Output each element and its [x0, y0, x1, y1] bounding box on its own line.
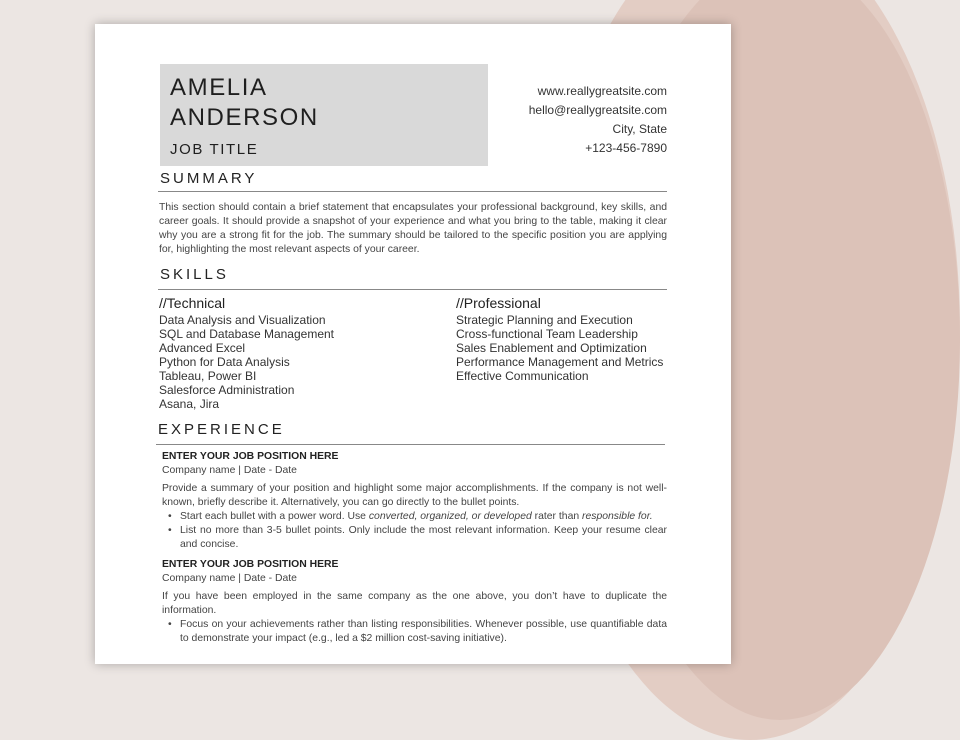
- name-block: [160, 64, 488, 166]
- job-meta: Company name | Date - Date: [162, 465, 297, 476]
- professional-skills: [456, 295, 663, 383]
- resume-page: [95, 24, 731, 664]
- contact-block: [529, 82, 667, 158]
- experience-entry: [162, 450, 667, 552]
- job-description: Provide a summary of your position and highlight some major accomplishments. If the company is not well-known, briefly describe it. Alternatively, you can go directly to the bullet points.: [162, 483, 667, 508]
- job-position: ENTER YOUR JOB POSITION HERE: [162, 559, 339, 570]
- summary-text: This section should contain a brief statement that encapsulates your professional background, key skills, and career goals. It should provide a snapshot of your experience and what you bring to the table, making it clear why you are a strong fit for the job. The summary should be tailored to the specific position you are applying for, highlighting the most relevant aspects of your career.: [159, 202, 667, 255]
- job-bullets: [162, 618, 667, 646]
- contact-phone: +123-456-7890: [585, 141, 667, 155]
- skills-heading: SKILLS: [160, 266, 229, 283]
- skill-item: SQL and Database Management: [159, 327, 335, 341]
- professional-skills-heading: //Professional: [456, 295, 541, 311]
- job-meta: Company name | Date - Date: [162, 573, 297, 584]
- experience-divider: [156, 444, 665, 445]
- job-bullet: • Focus on your achievements rather than listing responsibilities. Whenever possible, use quantifiable data to demonstrate your impact (e.g., led a $2 million cost-saving initiative).: [162, 618, 667, 646]
- skill-item: Cross-functional Team Leadership: [456, 327, 638, 341]
- job-bullet: • Start each bullet with a power word. Use converted, organized, or developed rater than responsible for.: [162, 510, 667, 524]
- contact-location: City, State: [612, 122, 667, 136]
- skill-item: Effective Communication: [456, 369, 589, 383]
- job-bullet: • List no more than 3-5 bullet points. Only include the most relevant information. Keep your resume clear and concise.: [162, 524, 667, 552]
- experience-entry: [162, 558, 667, 646]
- job-position: ENTER YOUR JOB POSITION HERE: [162, 451, 339, 462]
- first-name: AMELIA: [170, 74, 268, 101]
- contact-email: hello@reallygreatsite.com: [528, 103, 667, 117]
- skill-item: Sales Enablement and Optimization: [456, 341, 647, 355]
- summary-heading: SUMMARY: [160, 170, 258, 187]
- skill-item: Data Analysis and Visualization: [159, 313, 326, 327]
- technical-skills: [159, 295, 334, 411]
- job-bullets: [162, 510, 667, 552]
- skill-item: Salesforce Administration: [159, 383, 295, 397]
- skill-item: Performance Management and Metrics: [456, 355, 664, 369]
- contact-website: www.reallygreatsite.com: [537, 84, 667, 98]
- summary-divider: [158, 191, 667, 192]
- skill-item: Tableau, Power BI: [159, 369, 257, 383]
- skill-item: Strategic Planning and Execution: [456, 313, 633, 327]
- skills-divider: [158, 289, 667, 290]
- job-title: JOB TITLE: [170, 141, 259, 158]
- skill-item: Asana, Jira: [159, 397, 220, 411]
- technical-skills-heading: //Technical: [159, 295, 226, 311]
- skill-item: Advanced Excel: [159, 341, 246, 355]
- job-description: If you have been employed in the same company as the one above, you don’t have to duplicate the information.: [162, 591, 667, 616]
- experience-heading: EXPERIENCE: [158, 421, 285, 438]
- skill-item: Python for Data Analysis: [159, 355, 290, 369]
- last-name: ANDERSON: [170, 104, 319, 131]
